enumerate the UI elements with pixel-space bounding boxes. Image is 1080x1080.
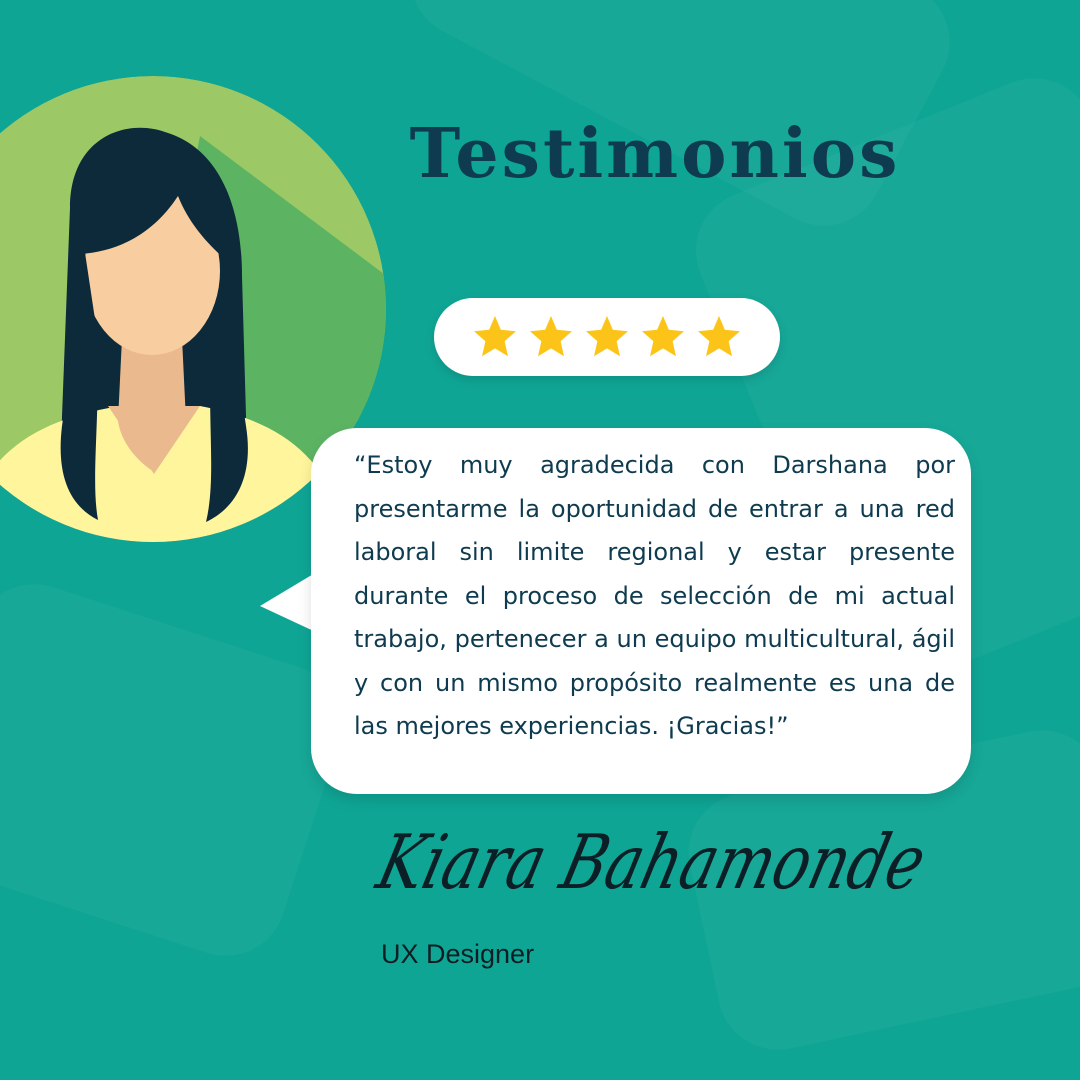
author-role: UX Designer <box>381 939 535 969</box>
page-title: Testimonios <box>409 114 901 194</box>
author-signature: Kiara Bahamonde <box>369 819 935 907</box>
star-icon <box>471 313 519 361</box>
testimonial-bubble <box>311 428 971 794</box>
testimonial-quote: “Estoy muy agradecida con Darshana por presentarme la oportunidad de entrar a una red laboral sin limite regional y estar presente durante el proceso de selección de mi actual trabajo, pertenecer a un equipo multicultural, ágil y con un mismo propósito realmente es una de las mejores experiencias. ¡Gracias!” <box>354 451 955 740</box>
star-icon <box>639 313 687 361</box>
star-icon <box>695 313 743 361</box>
star-icon <box>527 313 575 361</box>
rating-stars <box>434 298 780 376</box>
star-icon <box>583 313 631 361</box>
